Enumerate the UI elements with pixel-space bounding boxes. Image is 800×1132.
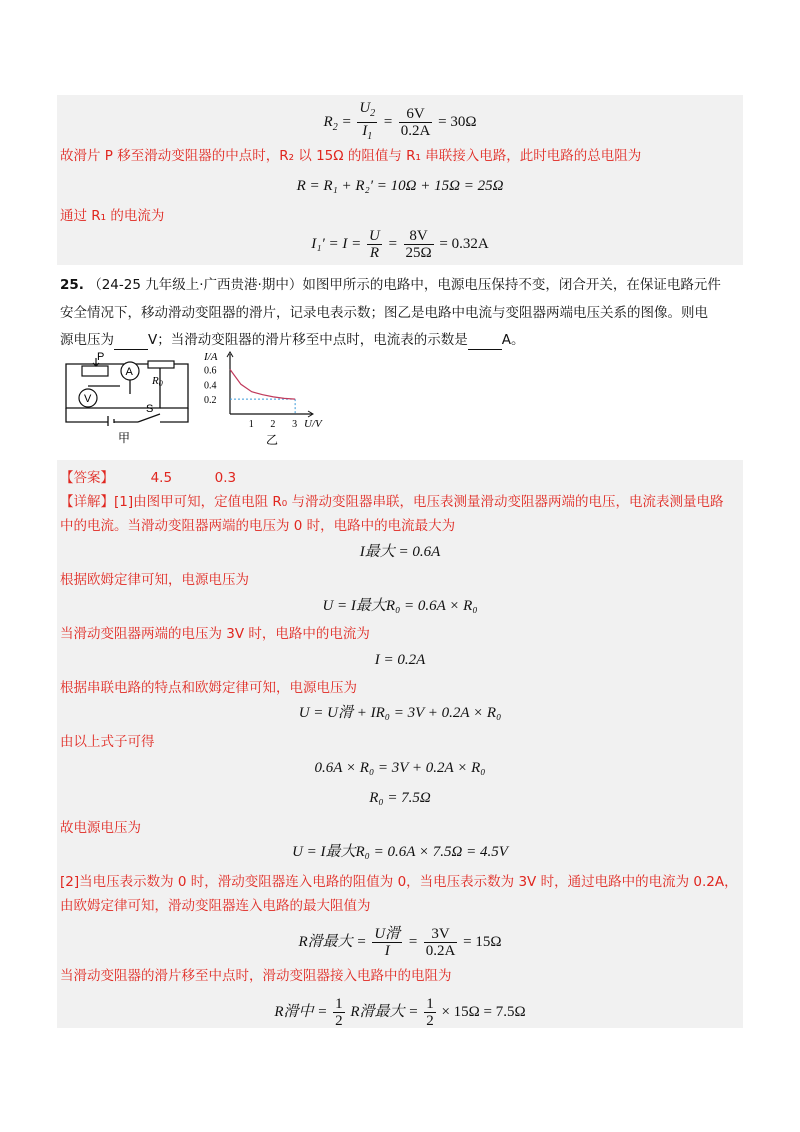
svg-text:V: V — [84, 393, 92, 405]
answer-blank-1 — [114, 335, 148, 350]
answer-value-1: 4.5 — [150, 470, 173, 486]
graph-caption: 乙 — [266, 433, 279, 447]
equation-source-voltage-result: U = I最大R₀ = 0.6A × 7.5Ω = 4.5V — [292, 844, 508, 860]
svg-text:S: S — [146, 403, 154, 415]
x-tick-label: 1 — [248, 419, 254, 430]
detail-line-6: 由以上式子可得 — [60, 734, 155, 750]
rheostat — [82, 366, 108, 376]
y-tick-label: 0.4 — [204, 380, 217, 392]
question-line-1: 25. （24-25 九年级上·广西贵港·期中）如图甲所示的电路中，电源电压保持不变，闭合开关，在保证电路元件 — [60, 277, 721, 293]
detail-line-7: 故电源电压为 — [60, 820, 141, 836]
detail-line-5: 根据串联电路的特点和欧姆定律可知，电源电压为 — [60, 680, 357, 696]
equation-rmid: R滑中 = $\frac{1}{2}$ R滑最大 = $\frac{1}{2}$ × 15Ω = 7.5Ω — [274, 996, 526, 1029]
equation-rmax: R滑最大 = $\frac{\text{U滑}}{I}$ = $\frac{3V}{0.2A}$ = 15Ω — [298, 926, 502, 959]
equation-source-voltage-2: U = U滑 + IR₀ = 3V + 0.2A × R₀ — [298, 705, 502, 721]
detail-line-9: 由欧姆定律可知，滑动变阻器连入电路的最大阻值为 — [60, 898, 371, 914]
svg-text:R0: R0 — [152, 375, 163, 388]
detail-line-1: 【详解】[1]由图甲可知，定值电阻 R₀ 与滑动变阻器串联，电压表测量滑动变阻器两端的电压，电流表测量电路 — [60, 494, 724, 510]
y-axis-label: I/A — [204, 351, 218, 363]
x-axis-label: U/V — [304, 418, 322, 430]
equation-total-resistance: R = R₁ + R₂′ = 10Ω + 15Ω = 25Ω — [296, 178, 504, 194]
slider-p-label: P — [97, 352, 105, 363]
question-line-2: 安全情况下，移动滑动变阻器的滑片，记录电表示数；图乙是电路中电流与变阻器两端电压关系的图像。则电 — [60, 305, 708, 321]
equation-combined: 0.6A × R₀ = 3V + 0.2A × R₀ — [314, 760, 486, 776]
iu-graph — [200, 350, 330, 448]
detail-line-3: 根据欧姆定律可知，电源电压为 — [60, 572, 249, 588]
y-tick-label: 0.2 — [204, 395, 217, 407]
answer-value-2: 0.3 — [214, 470, 237, 486]
detail-tag: 【详解】 — [60, 494, 114, 510]
solution-text-2: 通过 R₁ 的电流为 — [60, 208, 165, 224]
detail-line-4: 当滑动变阻器两端的电压为 3V 时，电路中的电流为 — [60, 626, 370, 642]
x-tick-label: 3 — [292, 419, 298, 430]
resistor-r0 — [148, 361, 174, 368]
answer-blank-2 — [468, 335, 502, 350]
equation-current-i1: I₁′ = I = $\frac{U}{R}$ = $\frac{8V}{25\Omega}$ = 0.32A — [311, 228, 489, 261]
solution-text-1: 故滑片 P 移至滑动变阻器的中点时，R₂ 以 15Ω 的阻值与 R₁ 串联接入电路，此时电路的总电阻为 — [60, 148, 642, 164]
y-tick-label: 0.6 — [204, 365, 217, 377]
x-tick-label: 2 — [270, 419, 276, 430]
equation-imax: I最大 = 0.6A — [359, 544, 441, 560]
equation-current-min: I = 0.2A — [374, 652, 426, 668]
circuit-diagram — [60, 352, 220, 448]
answer-tag: 【答案】 — [60, 470, 114, 486]
detail-line-10: 当滑动变阻器的滑片移至中点时，滑动变阻器接入电路中的电阻为 — [60, 968, 452, 984]
detail-line-2: 中的电流。当滑动变阻器两端的电压为 0 时，电路中的电流最大为 — [60, 518, 456, 534]
equation-r2: $R_2$ = $\frac{U_2}{I_1}$ = $\frac{6V}{0.2A}$ = 30Ω — [323, 100, 477, 142]
answer-row — [60, 466, 236, 486]
circuit-caption: 甲 — [118, 431, 131, 445]
svg-text:A: A — [125, 366, 133, 378]
question-number: 25. — [60, 277, 84, 293]
equation-source-voltage-1: U = I最大R₀ = 0.6A × R₀ — [322, 598, 478, 614]
current-voltage-curve — [230, 369, 295, 399]
equation-r0: R₀ = 7.5Ω — [369, 790, 431, 806]
question-line-3: 源电压为 V；当滑动变阻器的滑片移至中点时，电流表的示数是 A。 — [60, 332, 525, 348]
detail-line-8: [2]当电压表示数为 0 时，滑动变阻器连入电路的阻值为 0，当电压表示数为 3V 时，通过电路中的电流为 0.2A， — [60, 874, 738, 890]
